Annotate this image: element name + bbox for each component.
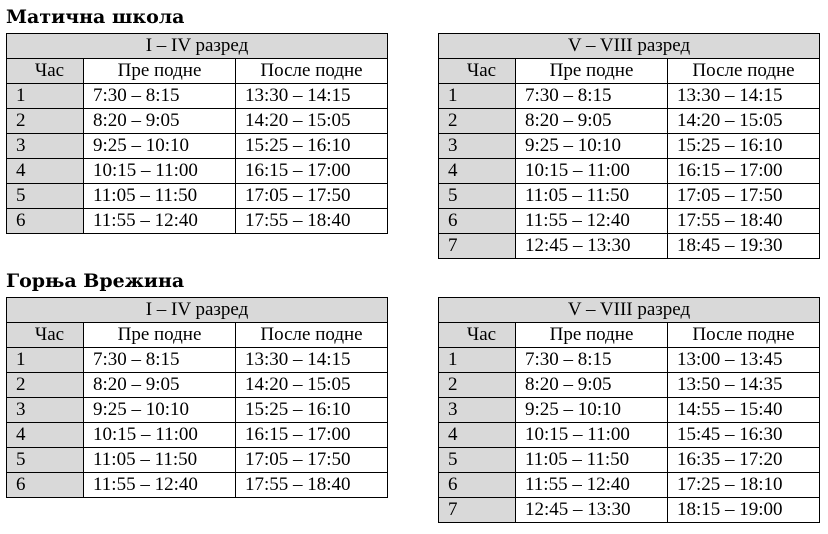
hour-number: 2 bbox=[439, 109, 516, 134]
table-row bbox=[7, 159, 388, 184]
afternoon-time: 17:05 – 17:50 bbox=[236, 448, 388, 473]
table-row bbox=[439, 498, 820, 523]
table-row bbox=[439, 84, 820, 109]
column-header-pm: После подне bbox=[236, 323, 388, 348]
table-heading-row bbox=[439, 34, 820, 59]
morning-time: 10:15 – 11:00 bbox=[84, 159, 236, 184]
afternoon-time: 13:50 – 14:35 bbox=[668, 373, 820, 398]
hour-number: 5 bbox=[439, 448, 516, 473]
morning-time: 11:55 – 12:40 bbox=[84, 473, 236, 498]
table-row bbox=[439, 473, 820, 498]
afternoon-time: 17:55 – 18:40 bbox=[236, 209, 388, 234]
morning-time: 10:15 – 11:00 bbox=[84, 423, 236, 448]
table-heading-row bbox=[7, 34, 388, 59]
afternoon-time: 14:20 – 15:05 bbox=[236, 109, 388, 134]
section-title-maticna: Матична школа bbox=[6, 6, 185, 28]
morning-time: 8:20 – 9:05 bbox=[84, 373, 236, 398]
table-row bbox=[7, 109, 388, 134]
hour-number: 2 bbox=[7, 109, 84, 134]
hour-number: 4 bbox=[439, 159, 516, 184]
hour-number: 4 bbox=[7, 159, 84, 184]
afternoon-time: 13:30 – 14:15 bbox=[668, 84, 820, 109]
column-header-pm: После подне bbox=[668, 323, 820, 348]
morning-time: 8:20 – 9:05 bbox=[516, 109, 668, 134]
table-row bbox=[439, 209, 820, 234]
morning-time: 11:55 – 12:40 bbox=[516, 473, 668, 498]
table-row bbox=[439, 423, 820, 448]
column-header-row bbox=[7, 323, 388, 348]
hour-number: 2 bbox=[7, 373, 84, 398]
table-row bbox=[7, 134, 388, 159]
hour-number: 7 bbox=[439, 498, 516, 523]
hour-number: 1 bbox=[7, 84, 84, 109]
hour-number: 4 bbox=[7, 423, 84, 448]
column-header-am: Пре подне bbox=[516, 59, 668, 84]
afternoon-time: 16:15 – 17:00 bbox=[668, 159, 820, 184]
hour-number: 7 bbox=[439, 234, 516, 259]
hour-number: 3 bbox=[7, 134, 84, 159]
afternoon-time: 16:15 – 17:00 bbox=[236, 159, 388, 184]
afternoon-time: 17:55 – 18:40 bbox=[236, 473, 388, 498]
morning-time: 8:20 – 9:05 bbox=[516, 373, 668, 398]
morning-time: 12:45 – 13:30 bbox=[516, 498, 668, 523]
morning-time: 8:20 – 9:05 bbox=[84, 109, 236, 134]
table-row bbox=[7, 473, 388, 498]
column-header-am: Пре подне bbox=[84, 59, 236, 84]
table-row bbox=[439, 348, 820, 373]
morning-time: 9:25 – 10:10 bbox=[84, 134, 236, 159]
table-row bbox=[7, 398, 388, 423]
column-header-am: Пре подне bbox=[516, 323, 668, 348]
table-row bbox=[439, 109, 820, 134]
afternoon-time: 17:55 – 18:40 bbox=[668, 209, 820, 234]
hour-number: 5 bbox=[439, 184, 516, 209]
morning-time: 7:30 – 8:15 bbox=[84, 348, 236, 373]
morning-time: 7:30 – 8:15 bbox=[516, 348, 668, 373]
morning-time: 7:30 – 8:15 bbox=[516, 84, 668, 109]
morning-time: 10:15 – 11:00 bbox=[516, 423, 668, 448]
grade-heading: V – VIII разред bbox=[439, 298, 820, 323]
table-row bbox=[439, 234, 820, 259]
afternoon-time: 15:45 – 16:30 bbox=[668, 423, 820, 448]
morning-time: 7:30 – 8:15 bbox=[84, 84, 236, 109]
table-row bbox=[439, 134, 820, 159]
column-header-hour: Час bbox=[7, 323, 84, 348]
table-row bbox=[7, 209, 388, 234]
afternoon-time: 13:30 – 14:15 bbox=[236, 84, 388, 109]
column-header-pm: После подне bbox=[668, 59, 820, 84]
hour-number: 1 bbox=[439, 84, 516, 109]
morning-time: 11:55 – 12:40 bbox=[516, 209, 668, 234]
afternoon-time: 16:15 – 17:00 bbox=[236, 423, 388, 448]
table-heading-row bbox=[7, 298, 388, 323]
table-row bbox=[7, 348, 388, 373]
table-row bbox=[439, 398, 820, 423]
afternoon-time: 17:05 – 17:50 bbox=[668, 184, 820, 209]
afternoon-time: 14:20 – 15:05 bbox=[236, 373, 388, 398]
afternoon-time: 17:25 – 18:10 bbox=[668, 473, 820, 498]
hour-number: 6 bbox=[439, 209, 516, 234]
hour-number: 3 bbox=[7, 398, 84, 423]
hour-number: 1 bbox=[439, 348, 516, 373]
morning-time: 12:45 – 13:30 bbox=[516, 234, 668, 259]
table-row bbox=[439, 448, 820, 473]
hour-number: 3 bbox=[439, 134, 516, 159]
afternoon-time: 18:15 – 19:00 bbox=[668, 498, 820, 523]
afternoon-time: 18:45 – 19:30 bbox=[668, 234, 820, 259]
table-row bbox=[7, 184, 388, 209]
table-row bbox=[7, 84, 388, 109]
hour-number: 3 bbox=[439, 398, 516, 423]
column-header-row bbox=[439, 59, 820, 84]
morning-time: 11:55 – 12:40 bbox=[84, 209, 236, 234]
afternoon-time: 16:35 – 17:20 bbox=[668, 448, 820, 473]
table-row bbox=[439, 159, 820, 184]
grade-heading: V – VIII разред bbox=[439, 34, 820, 59]
afternoon-time: 15:25 – 16:10 bbox=[236, 134, 388, 159]
morning-time: 9:25 – 10:10 bbox=[84, 398, 236, 423]
afternoon-time: 13:00 – 13:45 bbox=[668, 348, 820, 373]
schedule-table bbox=[6, 33, 388, 234]
column-header-hour: Час bbox=[7, 59, 84, 84]
grade-heading: I – IV разред bbox=[7, 34, 388, 59]
table-heading-row bbox=[439, 298, 820, 323]
hour-number: 6 bbox=[7, 473, 84, 498]
morning-time: 9:25 – 10:10 bbox=[516, 134, 668, 159]
table-row bbox=[439, 184, 820, 209]
afternoon-time: 15:25 – 16:10 bbox=[668, 134, 820, 159]
schedule-table bbox=[6, 297, 388, 498]
column-header-hour: Час bbox=[439, 59, 516, 84]
column-header-hour: Час bbox=[439, 323, 516, 348]
morning-time: 9:25 – 10:10 bbox=[516, 398, 668, 423]
afternoon-time: 14:55 – 15:40 bbox=[668, 398, 820, 423]
afternoon-time: 17:05 – 17:50 bbox=[236, 184, 388, 209]
table-row bbox=[7, 448, 388, 473]
morning-time: 11:05 – 11:50 bbox=[516, 448, 668, 473]
table-row bbox=[439, 373, 820, 398]
hour-number: 4 bbox=[439, 423, 516, 448]
hour-number: 6 bbox=[439, 473, 516, 498]
column-header-row bbox=[7, 59, 388, 84]
column-header-row bbox=[439, 323, 820, 348]
hour-number: 1 bbox=[7, 348, 84, 373]
hour-number: 5 bbox=[7, 184, 84, 209]
morning-time: 10:15 – 11:00 bbox=[516, 159, 668, 184]
afternoon-time: 15:25 – 16:10 bbox=[236, 398, 388, 423]
column-header-pm: После подне bbox=[236, 59, 388, 84]
hour-number: 6 bbox=[7, 209, 84, 234]
grade-heading: I – IV разред bbox=[7, 298, 388, 323]
morning-time: 11:05 – 11:50 bbox=[516, 184, 668, 209]
morning-time: 11:05 – 11:50 bbox=[84, 184, 236, 209]
schedule-table bbox=[438, 297, 820, 523]
column-header-am: Пре подне bbox=[84, 323, 236, 348]
hour-number: 5 bbox=[7, 448, 84, 473]
table-row bbox=[7, 423, 388, 448]
schedule-table bbox=[438, 33, 820, 259]
section-title-gornja-vrezina: Горња Врежина bbox=[6, 270, 185, 292]
hour-number: 2 bbox=[439, 373, 516, 398]
table-row bbox=[7, 373, 388, 398]
afternoon-time: 14:20 – 15:05 bbox=[668, 109, 820, 134]
morning-time: 11:05 – 11:50 bbox=[84, 448, 236, 473]
afternoon-time: 13:30 – 14:15 bbox=[236, 348, 388, 373]
